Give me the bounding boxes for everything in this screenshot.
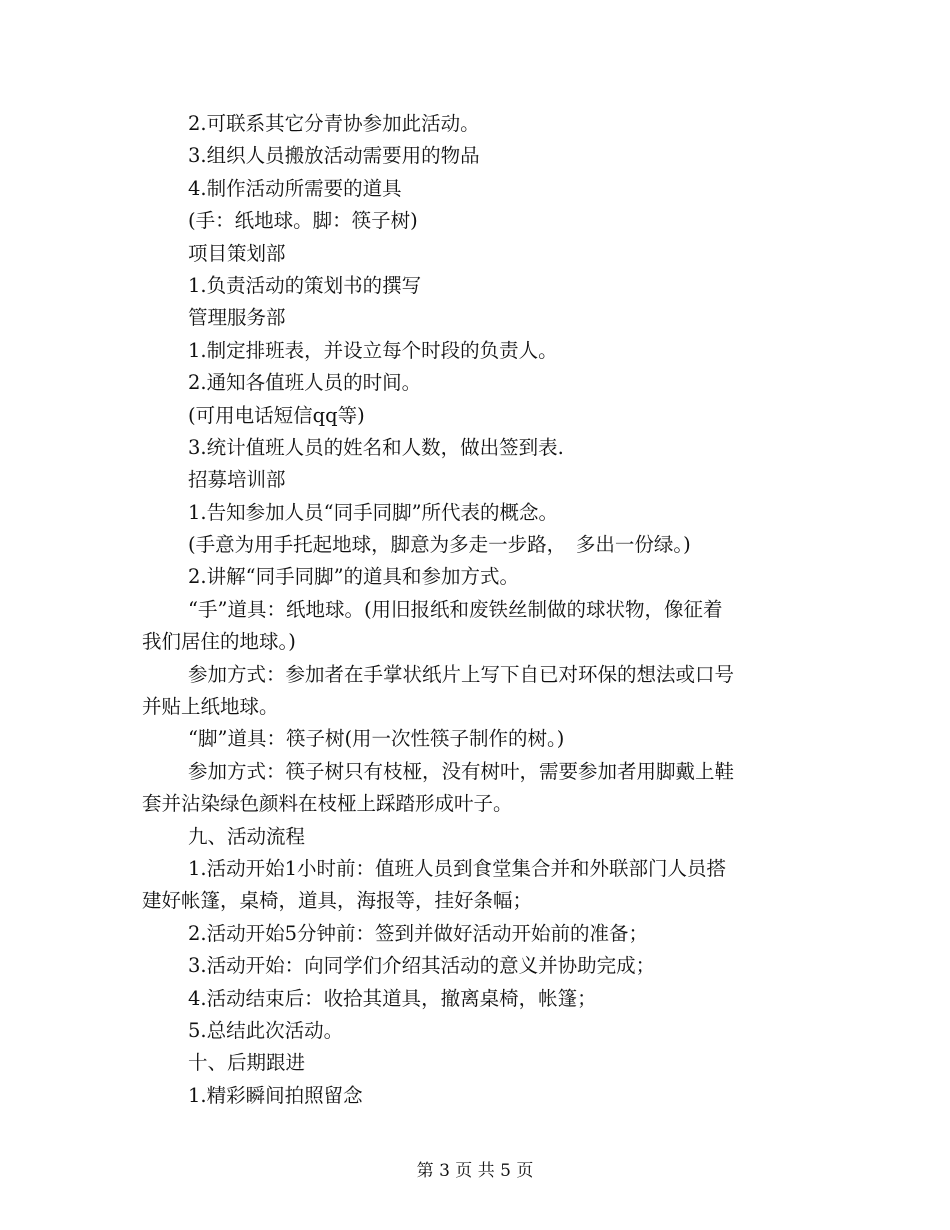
text-line: 2.通知各值班人员的时间。 [188,371,422,395]
section-heading: 管理服务部 [188,306,286,330]
text-line: 参加方式：筷子树只有枝桠，没有树叶，需要参加者用脚戴上鞋 [188,759,735,783]
text-line: 建好帐篷，桌椅，道具，海报等，挂好条幅； [142,889,533,913]
section-heading: 项目策划部 [188,241,286,265]
section-heading: 招募培训部 [188,468,286,492]
text-line: 1.活动开始1小时前：值班人员到食堂集合并和外联部门人员搭 [188,856,727,880]
text-line: 2.讲解“同手同脚”的道具和参加方式。 [188,565,520,589]
text-line: 3.活动开始：向同学们介绍其活动的意义并协助完成； [188,954,656,978]
text-line: 5.总结此次活动。 [188,1018,344,1042]
text-line: 3.统计值班人员的姓名和人数，做出签到表. [188,435,564,459]
text-line: 1.精彩瞬间拍照留念 [188,1083,363,1107]
document-body [142,108,810,1112]
text-line: 1.制定排班表，并设立每个时段的负责人。 [188,338,558,362]
text-line: (可用电话短信qq等) [188,403,365,427]
text-line: 我们居住的地球。) [142,630,296,654]
text-line: 2.可联系其它分青协参加此活动。 [188,112,480,135]
text-line: 4.活动结束后：收拾其道具，撤离桌椅，帐篷； [188,986,597,1010]
text-line: 套并沾染绿色颜料在枝桠上踩踏形成叶子。 [142,792,513,816]
text-line: 参加方式：参加者在手掌状纸片上写下自已对环保的想法或口号 [188,662,735,686]
section-heading: 十、后期跟进 [188,1051,306,1075]
text-line: 1.负责活动的策划书的撰写 [188,273,422,297]
text-line: “手”道具：纸地球。(用旧报纸和废铁丝制做的球状物，像征着 [188,597,723,621]
text-line: (手意为用手托起地球，脚意为多走一步路， 多出一份绿。) [188,533,691,557]
text-line: 3.组织人员搬放活动需要用的物品 [188,144,480,168]
text-line: “脚”道具：筷子树(用一次性筷子制作的树。) [188,727,565,751]
text-line: (手：纸地球。脚：筷子树) [188,209,418,233]
page-number-footer: 第 3 页 共 5 页 [416,1161,534,1181]
text-line: 2.活动开始5分钟前：签到并做好活动开始前的准备； [188,921,649,945]
text-line: 1.告知参加人员“同手同脚”所代表的概念。 [188,500,559,524]
text-line: 并贴上纸地球。 [142,695,279,719]
text-line: 4.制作活动所需要的道具 [188,176,402,200]
section-heading: 九、活动流程 [188,824,306,848]
